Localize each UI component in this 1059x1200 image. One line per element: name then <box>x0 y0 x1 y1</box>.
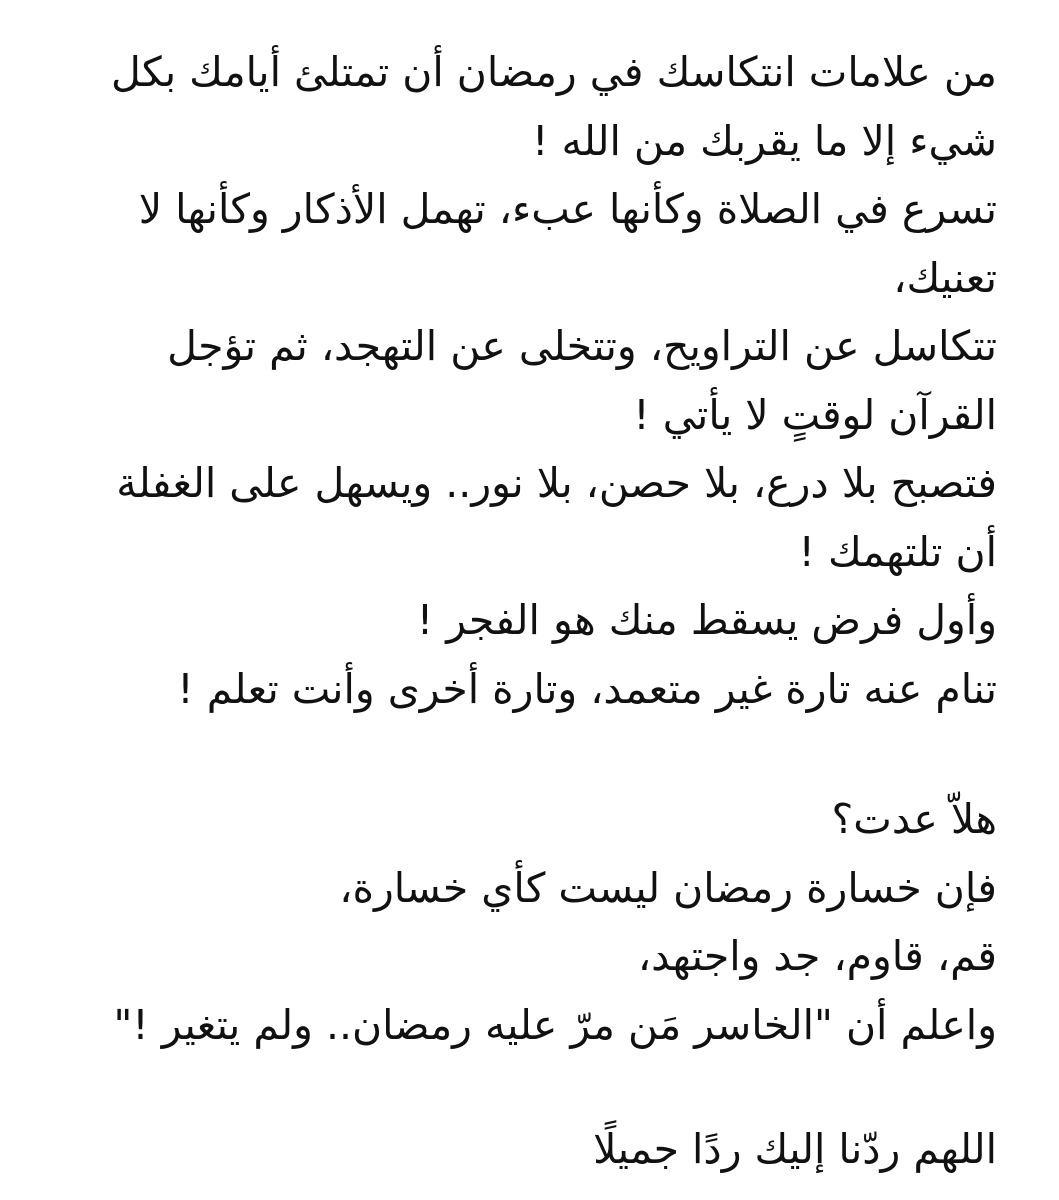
text-line: فتصبح بلا درع، بلا حصن، بلا نور.. ويسهل على الغفلة <box>116 459 997 507</box>
text-line: شيء إلا ما يقربك من الله ! <box>531 116 997 165</box>
text-line: وأول فرض يسقط منك هو الفجر ! <box>416 596 997 644</box>
text-line: من علامات انتكاسك في رمضان أن تمتلئ أيامك بكل <box>111 48 997 96</box>
closing-prayer: اللهم ردّنا إليك ردًا جميلًا <box>593 1125 997 1173</box>
text-line: هلاّ عدت؟ <box>831 795 997 843</box>
text-line: واعلم أن "الخاسر مَن مرّ عليه رمضان.. ولم يتغير !" <box>113 1000 997 1049</box>
text-line: تنام عنه تارة غير متعمد، وتارة أخرى وأنت تعلم ! <box>177 664 997 713</box>
text-line: تسرع في الصلاة وكأنها عبء، تهمل الأذكار وكأنها لا <box>138 185 997 233</box>
document-text <box>40 38 997 1184</box>
text-line: أن تلتهمك ! <box>798 527 997 576</box>
text-line: فإن خسارة رمضان ليست كأي خسارة، <box>339 863 997 912</box>
paragraph-gap <box>40 1059 997 1115</box>
text-line: قم، قاوم، جد واجتهد، <box>637 932 997 980</box>
paragraph-gap <box>40 723 997 785</box>
text-line: تعنيك، <box>893 253 997 302</box>
text-line: القرآن لوقتٍ لا يأتي ! <box>633 390 997 439</box>
text-line: تتكاسل عن التراويح، وتتخلى عن التهجد، ثم تؤجل <box>167 322 997 370</box>
